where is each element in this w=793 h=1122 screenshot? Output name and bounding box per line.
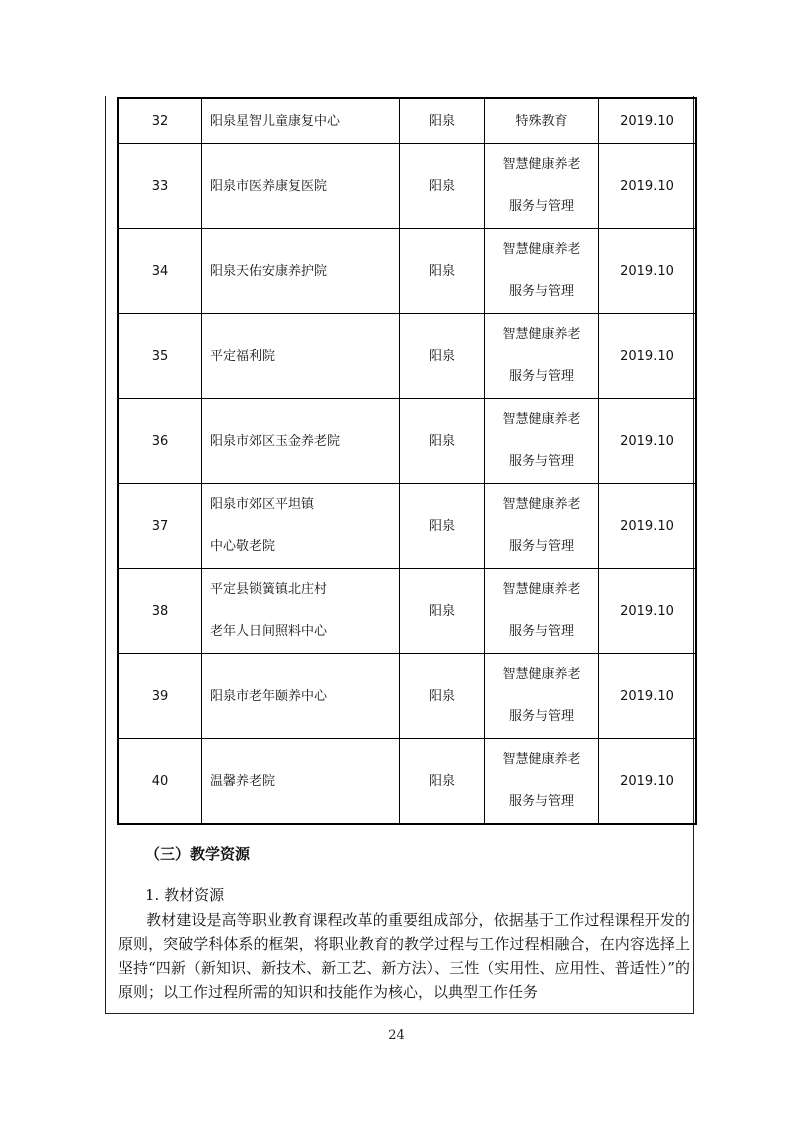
table-row [118,569,696,654]
specialty-line: 智慧健康养老 [502,497,581,512]
cell-specialty [485,314,599,399]
cell-number: 38 [118,569,202,654]
cell-number: 39 [118,654,202,739]
specialty-line: 智慧健康养老 [502,582,581,597]
cell-institution-name [202,569,400,654]
table-row [118,314,696,399]
institution-name-line: 阳泉市郊区玉金养老院 [210,433,341,449]
cell-location: 阳泉 [400,314,485,399]
specialty-line: 智慧健康养老 [502,242,581,257]
cell-location: 阳泉 [400,654,485,739]
institution-name-line: 温馨养老院 [210,773,276,789]
specialty-line: 服务与管理 [508,539,574,554]
cell-institution-name [202,144,400,229]
cell-date: 2019.10 [599,399,697,484]
cell-number: 33 [118,144,202,229]
cell-date: 2019.10 [599,144,697,229]
cell-date: 2019.10 [599,654,697,739]
specialty-line: 智慧健康养老 [502,667,581,682]
specialty-line: 智慧健康养老 [502,752,581,767]
specialty-line: 服务与管理 [508,199,574,214]
cooperation-table [117,97,697,825]
cell-location: 阳泉 [400,739,485,825]
subsection-heading: 1. 教材资源 [145,886,225,904]
cell-location: 阳泉 [400,484,485,569]
cell-number: 40 [118,739,202,825]
cell-location: 阳泉 [400,399,485,484]
cell-specialty [485,654,599,739]
cell-number: 36 [118,399,202,484]
cell-location: 阳泉 [400,144,485,229]
institution-name-line: 阳泉市医养康复医院 [210,178,328,194]
cell-institution-name [202,314,400,399]
institution-name-line: 阳泉市老年颐养中心 [210,688,328,704]
institution-name-line: 阳泉星智儿童康复中心 [210,113,341,129]
cell-institution-name [202,399,400,484]
institution-name-line: 老年人日间照料中心 [210,624,328,639]
specialty-line: 服务与管理 [508,709,574,724]
cell-number: 34 [118,229,202,314]
table-row [118,144,696,229]
institution-name-line: 阳泉天佑安康养护院 [210,263,328,279]
cell-location: 阳泉 [400,98,485,144]
table-row [118,484,696,569]
cell-date: 2019.10 [599,98,697,144]
table-row [118,98,696,144]
cell-date: 2019.10 [599,739,697,825]
institution-name-line: 平定县锁簧镇北庄村 [210,582,328,597]
institution-name-line: 阳泉市郊区平坦镇 [210,497,315,512]
cell-date: 2019.10 [599,484,697,569]
table-row [118,654,696,739]
specialty-line: 服务与管理 [508,454,574,469]
specialty-line: 服务与管理 [508,284,574,299]
specialty-line: 服务与管理 [508,794,574,809]
cell-specialty [485,739,599,825]
institution-name-line: 中心敬老院 [210,539,276,554]
cell-specialty [485,98,599,144]
cell-number: 37 [118,484,202,569]
cell-institution-name [202,484,400,569]
cell-institution-name [202,229,400,314]
table-row [118,229,696,314]
cell-institution-name [202,739,400,825]
body-paragraph [118,908,690,1004]
cell-date: 2019.10 [599,569,697,654]
specialty-line: 智慧健康养老 [502,327,581,342]
cell-date: 2019.10 [599,314,697,399]
cell-institution-name [202,654,400,739]
cell-number: 35 [118,314,202,399]
specialty-line: 特殊教育 [515,113,568,129]
section-heading: （三）教学资源 [145,845,251,863]
specialty-line: 服务与管理 [508,369,574,384]
body-paragraph-text: 教材建设是高等职业教育课程改革的重要组成部分，依据基于工作过程课程开发的原则，突破学科体系的框架，将职业教育的教学过程与工作过程相融合，在内容选择上坚持“四新（新知识、新技术、新工艺、新方法）、三性（实用性、应用性、普适性）”的原则；以工作过程所需的知识和技能作为核心，以典型工作任务 [118,911,690,1001]
cell-specialty [485,569,599,654]
cell-specialty [485,484,599,569]
table-row [118,399,696,484]
specialty-line: 服务与管理 [508,624,574,639]
page-number: 24 [388,1028,405,1043]
cell-institution-name [202,98,400,144]
table-row [118,739,696,825]
specialty-line: 智慧健康养老 [502,412,581,427]
institution-name-line: 平定福利院 [210,348,276,364]
cell-specialty [485,399,599,484]
cell-specialty [485,144,599,229]
cell-number: 32 [118,98,202,144]
cell-location: 阳泉 [400,229,485,314]
specialty-line: 智慧健康养老 [502,157,581,172]
cell-date: 2019.10 [599,229,697,314]
cell-specialty [485,229,599,314]
cell-location: 阳泉 [400,569,485,654]
